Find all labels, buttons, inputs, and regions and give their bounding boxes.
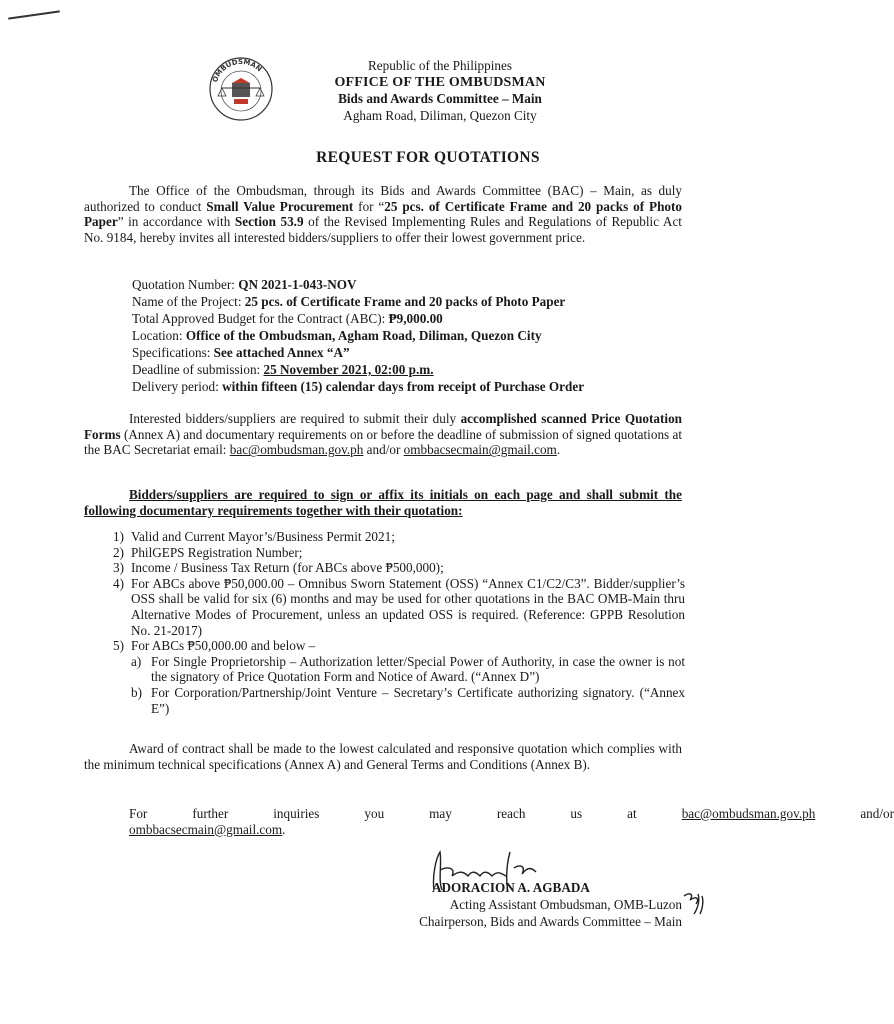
republic-line: Republic of the Philippines — [368, 58, 512, 73]
document-title: REQUEST FOR QUOTATIONS — [316, 149, 540, 166]
project-name: Name of the Project: 25 pcs. of Certificate Frame and 20 packs of Photo Paper — [132, 294, 566, 309]
initials-mark — [680, 890, 708, 916]
list-item: 3) Income / Business Tax Return (for ABCs above ₱500,000); — [113, 560, 444, 576]
location: Location: Office of the Ombudsman, Agham Road, Diliman, Quezon City — [132, 328, 542, 343]
scan-mark — [8, 10, 60, 19]
ombudsman-seal-icon — [208, 56, 274, 122]
secmain-email-link[interactable]: ombbacsecmain@gmail.com — [403, 442, 557, 458]
list-item: 4) For ABCs above ₱50,000.00 – Omnibus Sworn Statement (OSS) “Annex C1/C2/C3”. Bidder/supplier’s OSS shall be valid for six (6) months and may be used for other quotations in the BAC OMB-Main thru Alternative Modes of Procurement, unless an updated OSS is required. (Reference: GPPB Resolution No. 21-2017) — [113, 575, 685, 638]
signatory-position: Acting Assistant Ombudsman, OMB-Luzon Chairperson, Bids and Awards Committee – Main — [419, 897, 682, 929]
sub-list-item: a) For Single Proprietorship – Authorization letter/Special Power of Authority, in case the owner is not the signatory of Price Quotation Form and Notice of Award. (“Annex D”) — [131, 653, 685, 685]
office-name: OFFICE OF THE OMBUDSMAN — [334, 74, 546, 90]
signatory-name: ADORACION A. AGBADA — [432, 880, 590, 895]
letterhead — [300, 58, 580, 124]
specifications: Specifications: See attached Annex “A” — [132, 345, 350, 360]
quotation-details — [132, 276, 712, 395]
requirements-list — [113, 529, 685, 716]
bac-email-link[interactable]: bac@ombudsman.gov.ph — [229, 442, 364, 458]
svg-text:OMBUDSMAN: OMBUDSMAN — [211, 57, 264, 84]
approved-budget: Total Approved Budget for the Contract (ABC): ₱9,000.00 — [132, 311, 443, 326]
list-item: 1) Valid and Current Mayor’s/Business Permit 2021; — [113, 529, 395, 544]
award-paragraph: Award of contract shall be made to the lowest calculated and responsive quotation which complies with the minimum technical specifications (Annex A) and General Terms and Conditions (Annex B). — [84, 741, 682, 772]
list-item: 2) PhilGEPS Registration Number; — [113, 544, 303, 560]
submission-paragraph: Interested bidders/suppliers are required to submit their duly accomplished scanned Price Quotation Forms (Annex A) and documentary requirements on or before the deadline of submission of signed quotations at the BAC Secretariat email: bac@ombudsman.gov.ph and/or ombbacsecmain@gmail.com. — [84, 411, 682, 458]
deadline: Deadline of submission: 25 November 2021, 02:00 p.m. — [132, 362, 434, 377]
quotation-number: Quotation Number: QN 2021-1-043-NOV — [132, 277, 357, 292]
list-item: 5) For ABCs ₱50,000.00 and below – — [113, 638, 316, 654]
delivery-period: Delivery period: within fifteen (15) calendar days from receipt of Purchase Order — [132, 379, 585, 394]
inquiry-secmain-email-link[interactable]: ombbacsecmain@gmail.com — [129, 821, 283, 837]
intro-paragraph: The Office of the Ombudsman, through its Bids and Awards Committee (BAC) – Main, as duly authorized to conduct Small Value Procurement for “25 pcs. of Certificate Frame and 20 packs of Photo Paper” in accordance with Section 53.9 of the Revised Implementing Rules and Regulations of Republic Act No. 9184, hereby invites all interested bidders/suppliers to offer their lowest government price. — [84, 183, 682, 246]
sub-list-item: b) For Corporation/Partnership/Joint Venture – Secretary’s Certificate authorizing signatory. (“Annex E”) — [131, 684, 685, 716]
office-address: Agham Road, Diliman, Quezon City — [343, 107, 537, 123]
committee-name: Bids and Awards Committee – Main — [338, 91, 542, 106]
inquiries-paragraph: For further inquiries you may reach us at bac@ombudsman.gov.ph and/or ombbacsecmain@gmail.com. — [129, 806, 894, 837]
requirements-note: Bidders/suppliers are required to sign or affix its initials on each page and shall submit the following documentary requirements together with their quotation: — [84, 487, 682, 518]
inquiry-email-link[interactable]: bac@ombudsman.gov.ph — [681, 806, 816, 821]
